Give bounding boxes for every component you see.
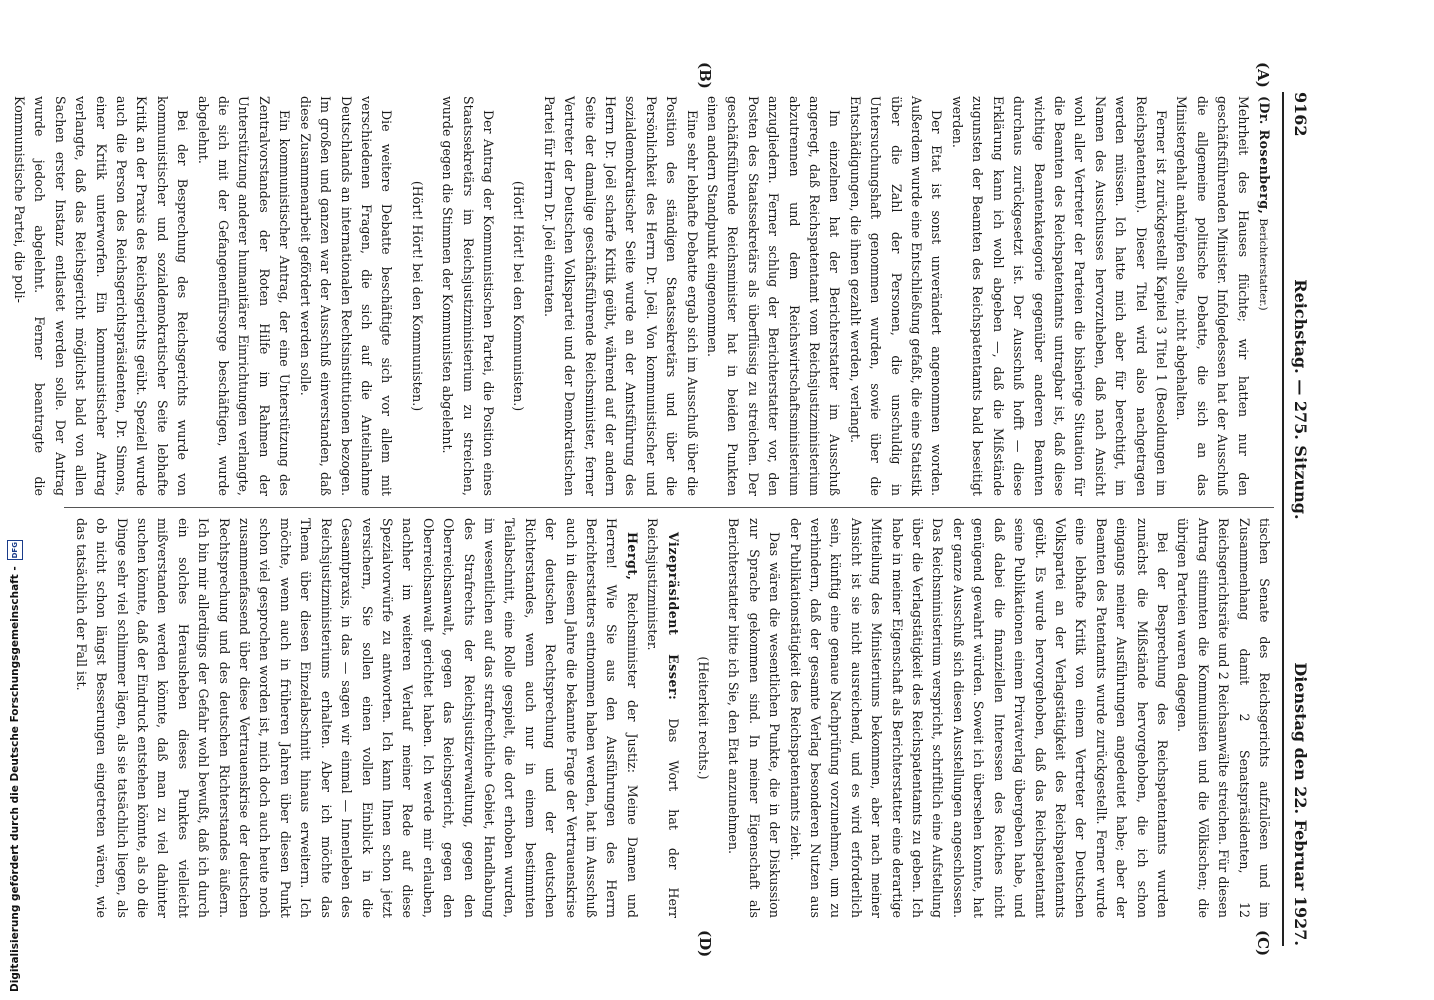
margin-marker-a: (A) [1254, 62, 1272, 88]
left-column [12, 96, 1274, 496]
speaker-role: Berichterstatter.) [1257, 218, 1269, 311]
paragraph: Das wären die wesentlichen Punkte, die in der Diskussion zur Sprache gekommen sind. In meiner Eigenschaft als Berichterstatter bitte ich Sie, den Etat anzunehmen. [726, 518, 783, 918]
speaker-name: (Dr. Rosenberg, [1257, 96, 1272, 215]
session-title: Reichstag. — 275. Sitzung. [1291, 279, 1311, 520]
interjection: (Hört! Hört! bei den Kommunisten.) [409, 180, 425, 412]
footer-credit-text: Digitalisierung gefördert durch die Deutsche Forschungsgemeinschaft - [9, 566, 21, 992]
paragraph: Eine sehr lebhafte Debatte ergab sich im Ausschuß über die Position des ständigen Staatssekretärs und über die Persönlichkeit des Herrn Dr. Joël. Von kommunistischer und sozialdemokratischer Seite wurde an der Amtsführung des Herrn Dr. Joël scharfe Kritik geübt, während auf der andern Seite der damalige geschäftsführende Reichsminister, ferner Vertreter der Deutschen Volkspartei und der Demokratischen Partei für Herrn Dr. Joël eintraten. [541, 96, 700, 496]
speaker-line [1253, 96, 1274, 496]
column-divider [64, 507, 1274, 508]
paragraph: Ferner ist zurückgestellt Kapitel 3 Titel 1 (Besoldungen im Reichspatentamt). Dieser Titel wird also nachgetragen werden müssen. Ich hatte mich aber für berechtigt, im Namen des Ausschusses hervorzuheben, daß nach Ansicht wohl aller Vertreter der Parteien die bisherige Situation für die Beamten des Reichspatentamts untragbar ist, daß diese wichtige Beamtenkategorie gegenüber anderen Beamten durchaus zurückgesetzt ist. Der Ausschuß hofft — diese Erklärung kann ich wohl abgeben —, daß die Mißstände zugunsten der Beamten des Reichspatentamts bald beseitigt werden. [949, 96, 1169, 496]
margin-marker-d: (D) [696, 930, 714, 958]
header-rule [1282, 92, 1284, 946]
interjection: (Heiterkeit rechts.) [696, 656, 712, 780]
speech-text: Reichsminister der Justiz: Meine Damen und Herren! Wie Sie aus den Ausführungen des Herrn Berichterstatters entnommen haben werden, hat im Ausschuß auch in diesem Jahre die bekannte Frage der Vertrauenskrise der deutschen Rechtsprechung und der deutschen Richterstandes, wenn auch nur in einem bestimmten Teilabschnitt, eine Rolle gespielt, die dort erhoben wurden, im wesentlichen auf das strafrechtliche Gebiet, Handhabung des Strafrechts der Reichsjustizverwaltung, gegen den Oberreichsanwalt, gegen das Reichsgericht, gegen den Oberreichsanwalt gerichtet haben. Ich werde mir erlauben, nachher im weiteren Verlauf meiner Rede auf diese Spezialvorwürfe zu antworten. Ich kann Ihnen schon jetzt versichern, Sie sollen einen vollen Einblick in die Gesamtpraxis, in das — sagen wir einmal — Innenleben des Reichsjustizministeriums erhalten. Aber ich möchte das Thema über diesen Einzelabschnitt hinaus erweitern. Ich möchte, wenn auch in früheren Jahren über diesen Punkt schon viel gesprochen worden ist, mich doch auch heute noch zusammenfassend über diese Vertrauenskrise der deutschen Rechtsprechung und des deutschen Richterstandes äußern. Ich bin mir allerdings der Gefahr wohl bewußt, daß ich durch ein solches Herausheben dieses Punktes vielleicht mißverstanden werden könnte, daß man zu viel dahinter suchen könnte, daß der Eindruck entstehen könnte, als ob die Dinge sehr viel schlimmer lägen, als sie tatsächlich liegen, als ob nicht schon längst Besserungen eingetreten wären, wie das tatsächlich der Fall ist. [73, 518, 640, 918]
paragraph: Bei der Besprechung des Reichspatentamts wurden zunächst die Mißstände hervorgehoben, die ich schon eingangs meiner Ausführungen angedeutet habe; aber der Beamten des Patentamts wurde zurückgestellt. Ferner wurde eine lebhafte Kritik von einem Vertreter der Deutschen Volkspartei an der Verlagstätigkeit des Reichspatentamts geübt. Es wurde hervorgehoben, daß das Reichspatentamt seine Publikationen einem Privatverlag übergeben habe, und daß dabei die finanziellen Interessen des Reiches nicht genügend gewahrt würden. Soweit ich übersehen konnte, hat der ganze Ausschuß sich diesen Ausstellungen angeschlossen. Das Reichsministerium verspricht, schriftlich eine Aufstellung über die Verlagstätigkeit des Reichspatentamts zu geben. Ich habe in meiner Eigenschaft als Berichterstatter eine derartige Mitteilung des Ministeriums bekommen, aber nach meiner Ansicht ist sie nicht ausreichend, und es wird erforderlich sein, künftig eine genaue Nachprüfung vorzunehmen, um zu verhindern, daß der gesamte Verlag besonderen Nutzen aus der Publikationstätigkeit des Reichspatentamts zieht. [787, 518, 1170, 918]
margin-marker-c: (C) [1254, 930, 1272, 957]
page-header [1286, 92, 1316, 946]
speech-text: Das Wort hat der Herr Reichsjustizminister. [645, 518, 681, 918]
footer-strip [4, 0, 26, 1000]
interjection: (Hört! Hört! bei den Kommunisten.) [511, 180, 527, 412]
paragraph: tischen Senate des Reichsgerichts aufzulösen und im Zusammenhang damit 2 Senatspräsidenten, 12 Reichsgerichtsräte und 2 Reichsanwälte streichen. Für diesen Antrag stimmten die Kommunisten und die Völkischen; die übrigen Parteien waren dagegen. [1175, 518, 1272, 918]
paragraph [70, 518, 641, 918]
paragraph [642, 518, 683, 918]
paragraph: Die weitere Debatte beschäftigte sich vor allem mit verschiedenen Fragen, die sich auf die Anteilnahme Deutschlands an internationalen Rechtsinstitutionen bezogen. Im großen und ganzen war der Ausschuß einverstanden, daß diese Zusammenarbeit gefördert werden solle. [297, 96, 395, 496]
margin-marker-b: (B) [696, 62, 714, 89]
paragraph: Der Antrag der Kommunistischen Partei, die Position eines Staatssekretärs im Reichsjustizministerium zu streichen, wurde gegen die Stimmen der Kommunisten abgelehnt. [440, 96, 496, 496]
paragraph: Ein kommunistischer Antrag, der eine Unterstützung des Zentralvorstandes der Roten Hilfe im Rahmen der Unterstützung anderer humanitärer Einrichtungen verlangte, die sich mit der Gefangenenfürsorge beschäftigen, wurde abgelehnt. [195, 96, 293, 496]
footer-credit [4, 0, 26, 992]
right-column [58, 518, 1274, 918]
session-date: Dienstag den 22. Februar 1927. [1291, 662, 1311, 946]
paragraph: Mehrheit des Hauses flüchte; wir hatten nur den geschäftsführenden Minister. Infolgedessen hat der Ausschuß die allgemeine politische Debatte, die sich an das Ministergehalt anknüpfen sollte, nicht abgehalten. [1174, 96, 1251, 496]
dfg-logo-icon: DFG [7, 540, 23, 560]
paragraph: Der Etat ist sonst unverändert angenommen worden. Außerdem wurde eine Entschließung gefaßt, die eine Statistik über die Zahl der Personen, die unschuldig in Untersuchungshaft genommen wurden, sowie über die Entschädigungen, die ihnen gezahlt werden, verlangt. [847, 96, 945, 496]
paragraph: Bei der Besprechung des Reichsgerichts wurde von kommunistischer und sozialdemokratischer Seite lebhafte Kritik an der Praxis des Reichsgerichts geübt. Speziell wurde auch die Person des Reichsgerichtspräsidenten, Dr. Simons, einer Kritik unterworfen. Ein kommunistischer Antrag verlangte, daß das Reichsgericht möglichst bald von allen Sachen erster Instanz entlastet werden solle. Der Antrag wurde jedoch abgelehnt. Ferner beantragte die Kommunistische Partei, die poli- [12, 96, 191, 496]
speaker-name: Vizepräsident Esser: [665, 532, 681, 701]
speaker-name: Hergt, [624, 532, 640, 581]
page-number: 9162 [1291, 92, 1311, 137]
paragraph: Im einzelnen hat der Berichterstatter im Ausschuß angeregt, daß Reichspatentamt vom Reichsjustizministerium abzutrennen und dem Reichswirtschaftsministerium anzugliedern. Ferner schlug der Berichterstatter vor, den Posten des Staatssekretärs als überflüssig zu streichen. Der geschäftsführende Reichsminister hat in beiden Punkten einen andern Standpunkt eingenommen. [705, 96, 843, 496]
